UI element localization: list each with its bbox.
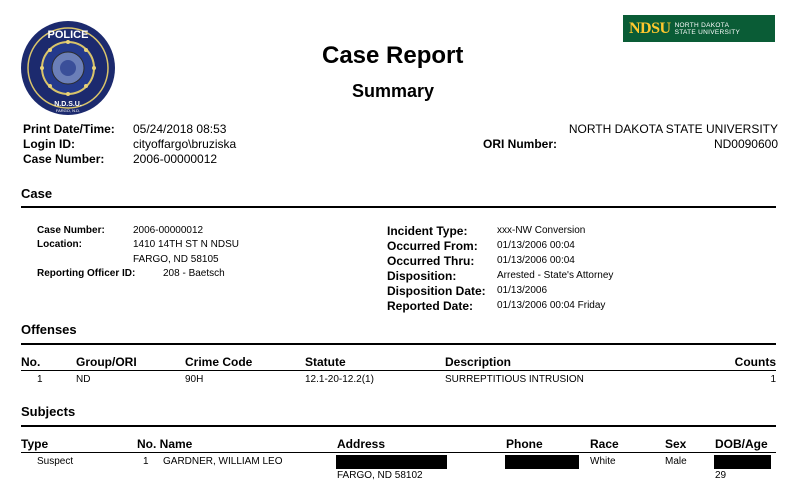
report-subtitle: Summary [352, 81, 435, 101]
offenses-col-crime-code: Crime Code [185, 355, 253, 369]
police-badge-logo [20, 20, 116, 116]
subjects-divider [21, 425, 776, 427]
reporting-officer-value: 208 - Baetsch [163, 268, 225, 279]
agency-name: NORTH DAKOTA STATE UNIVERSITY [568, 122, 778, 136]
offense-group: ND [76, 374, 91, 385]
login-id-label: Login ID: [23, 137, 75, 151]
redacted-phone [505, 455, 579, 469]
offenses-col-counts: Counts [734, 355, 776, 369]
redacted-address [336, 455, 447, 469]
ndsu-logo: NDSU NORTH DAKOTA STATE UNIVERSITY [623, 15, 775, 42]
subject-race: White [590, 456, 616, 467]
subject-no: 1 [143, 456, 149, 467]
occurred-from-label: Occurred From: [387, 239, 478, 253]
offenses-col-statute: Statute [305, 355, 346, 369]
occurred-thru-value: 01/13/2006 00:04 [497, 255, 575, 266]
offense-crime-code: 90H [185, 374, 204, 385]
svg-text:N.D.S.U.: N.D.S.U. [54, 101, 82, 108]
ori-number-value: ND0090600 [713, 137, 778, 151]
subject-age: 29 [715, 470, 727, 481]
offenses-col-group: Group/ORI [76, 355, 137, 369]
incident-type-value: xxx-NW Conversion [497, 225, 586, 236]
occurred-from-value: 01/13/2006 00:04 [497, 240, 575, 251]
subjects-col-no-name: No. Name [137, 437, 193, 451]
report-title: Case Report [322, 42, 464, 69]
offense-description: SURREPTITIOUS INTRUSION [445, 374, 584, 385]
case-number-value: 2006-00000012 [133, 152, 218, 166]
disposition-date-value: 01/13/2006 [497, 285, 548, 296]
subjects-section-heading: Subjects [21, 404, 76, 419]
print-datetime-label: Print Date/Time: [23, 122, 115, 136]
disposition-value: Arrested - State's Attorney [497, 270, 614, 281]
disposition-date-label: Disposition Date: [387, 284, 486, 298]
subject-sex: Male [665, 456, 687, 467]
subjects-col-race: Race [590, 437, 619, 451]
reported-date-value: 01/13/2006 00:04 Friday [497, 300, 606, 311]
offenses-col-no: No. [21, 355, 41, 369]
offenses-divider [21, 343, 776, 345]
case-number-label: Case Number: [23, 152, 105, 166]
offense-counts: 1 [770, 374, 776, 385]
incident-type-label: Incident Type: [387, 224, 468, 238]
subject-type: Suspect [37, 456, 74, 467]
location-label: Location: [37, 239, 82, 250]
subjects-col-phone: Phone [506, 437, 543, 451]
subjects-col-dob-age: DOB/Age [715, 437, 768, 451]
subject-address-line2: FARGO, ND 58102 [337, 470, 423, 481]
print-datetime-value: 05/24/2018 08:53 [133, 122, 227, 136]
location-line1: 1410 14TH ST N NDSU [133, 239, 239, 250]
location-line2: FARGO, ND 58105 [133, 254, 219, 265]
svg-text:POLICE: POLICE [47, 29, 89, 41]
occurred-thru-label: Occurred Thru: [387, 254, 475, 268]
case-number-detail: 2006-00000012 [133, 225, 204, 236]
subjects-header-rule [21, 452, 776, 453]
ori-number-label: ORI Number: [483, 137, 558, 151]
subjects-col-sex: Sex [665, 437, 687, 451]
case-section-heading: Case [21, 186, 53, 201]
login-id-value: cityoffargo\bruziska [133, 137, 237, 151]
subject-name: GARDNER, WILLIAM LEO [163, 456, 283, 467]
case-number-detail-label: Case Number: [37, 225, 105, 236]
subjects-col-type: Type [21, 437, 49, 451]
redacted-dob [714, 455, 771, 469]
svg-text:FARGO, N.D.: FARGO, N.D. [55, 108, 81, 113]
disposition-label: Disposition: [387, 269, 457, 283]
offenses-col-description: Description [445, 355, 512, 369]
offense-no: 1 [37, 374, 43, 385]
offenses-section-heading: Offenses [21, 322, 77, 337]
reported-date-label: Reported Date: [387, 299, 474, 313]
subjects-col-address: Address [337, 437, 386, 451]
reporting-officer-label: Reporting Officer ID: [37, 268, 136, 279]
case-divider [21, 206, 776, 208]
offenses-header-rule [21, 370, 776, 371]
offense-statute: 12.1-20-12.2(1) [305, 374, 374, 385]
